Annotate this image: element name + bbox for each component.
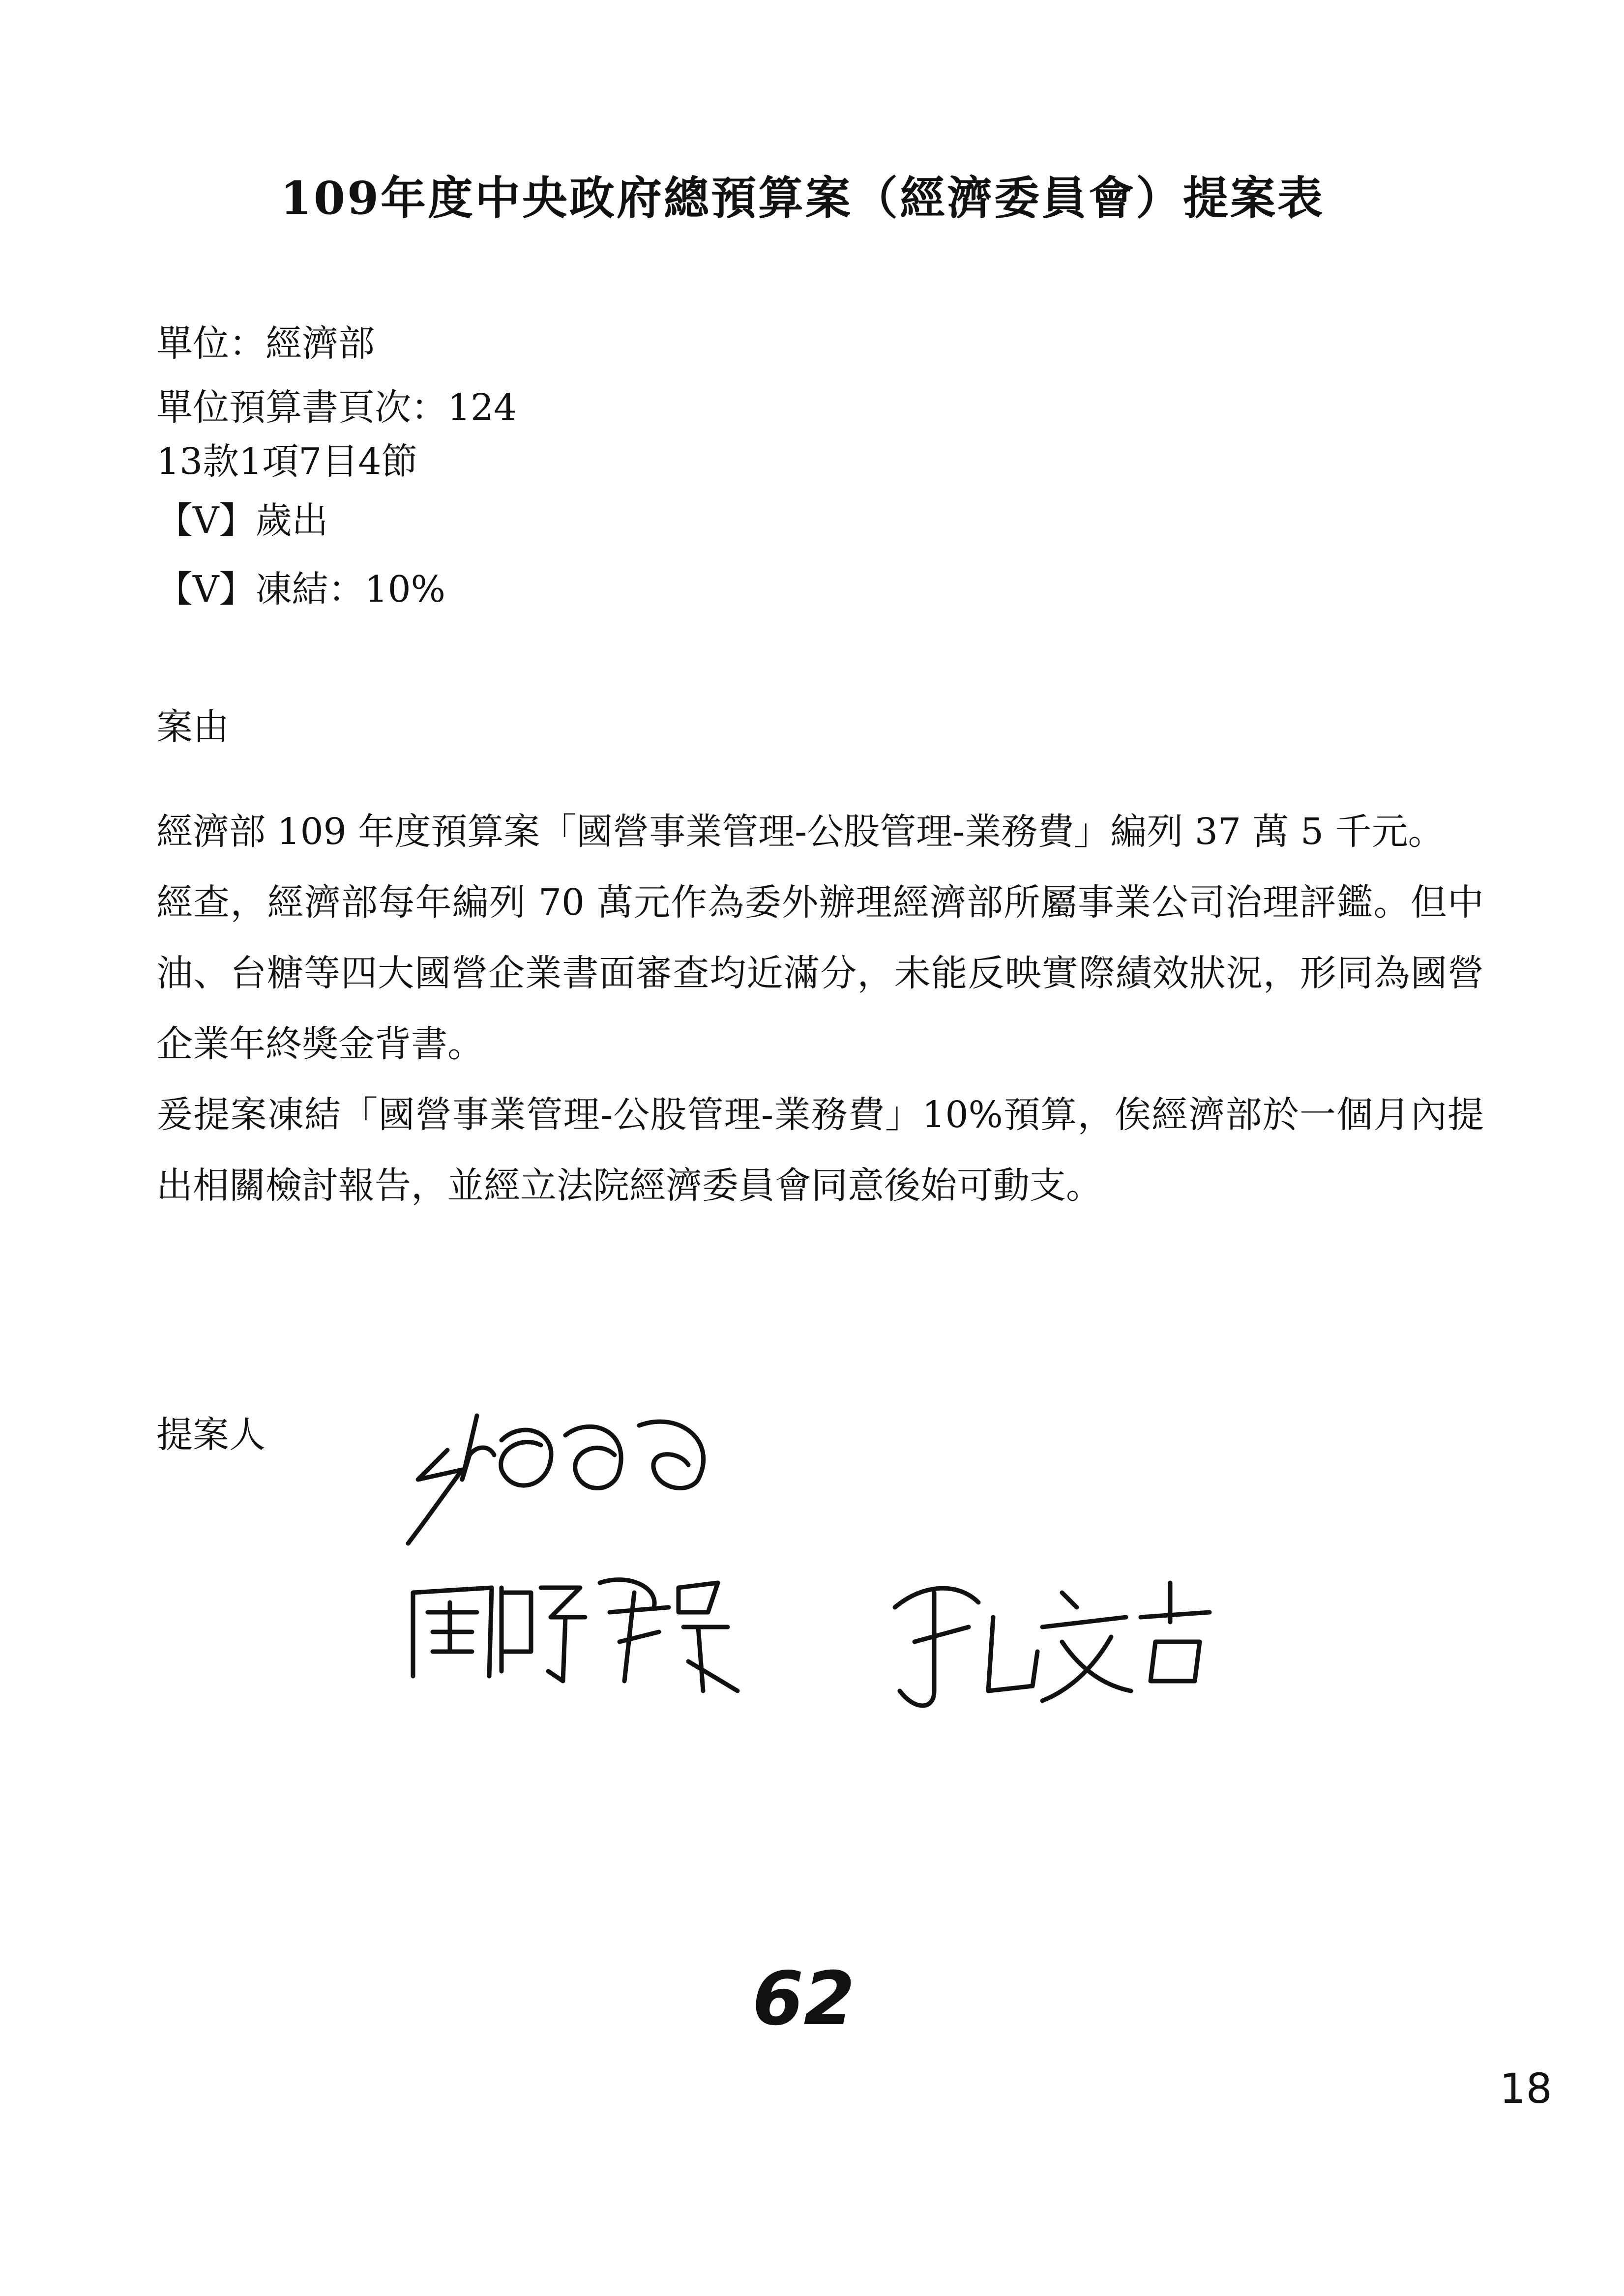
corner-page-number: 18 — [1500, 2064, 1552, 2113]
signature-stroke — [988, 1617, 1037, 1691]
signature-stroke — [679, 1583, 738, 1691]
signature-graphic — [403, 1396, 1288, 1770]
budget-page-line: 單位預算書頁次：124 — [156, 386, 517, 429]
signature-stroke — [600, 1580, 669, 1681]
expenditure-checkbox-line: 【V】歲出 — [156, 499, 328, 542]
signature-stroke — [541, 1588, 585, 1681]
signature-stroke — [565, 1426, 621, 1488]
reason-label: 案由 — [156, 706, 229, 748]
freeze-checkbox-line: 【V】凍結：10% — [156, 568, 445, 610]
proposer-label: 提案人 — [156, 1414, 266, 1456]
signature-stroke — [895, 1588, 978, 1706]
classification-line: 13款1項7目4節 — [156, 440, 418, 483]
reason-paragraph: 經濟部 109 年度預算案「國營事業管理-公股管理-業務費」編列 37 萬 5 千元。 — [156, 811, 1445, 853]
reason-paragraph: 經查，經濟部每年編列 70 萬元作為委外辦理經濟部所屬事業公司治理評鑑。但中油、台糖等四大國營企業書面審查均近滿分，未能反映實際績效狀況，形同為國營企業年終獎金背書。 — [156, 881, 1484, 1065]
unit-line: 單位：經濟部 — [156, 322, 375, 365]
signature-stroke — [1042, 1593, 1131, 1701]
page-title: 109年度中央政府總預算案（經濟委員會）提案表 — [280, 172, 1325, 225]
reason-body — [156, 796, 1484, 1221]
signature-stroke — [408, 1450, 462, 1543]
signature-stroke — [428, 1602, 477, 1652]
reason-paragraph: 爰提案凍結「國營事業管理-公股管理-業務費」10%預算，俟經濟部於一個月內提出相關檢討報告，並經立法院經濟委員會同意後始可動支。 — [156, 1094, 1484, 1207]
signature-stroke — [462, 1416, 494, 1480]
handwritten-signatures — [403, 1396, 1288, 1770]
signature-stroke — [639, 1422, 704, 1488]
signature-stroke — [501, 1430, 551, 1485]
handwritten-page-number: 62 — [752, 1956, 855, 2042]
signature-stroke — [1141, 1583, 1210, 1681]
signature-stroke — [502, 1588, 531, 1671]
